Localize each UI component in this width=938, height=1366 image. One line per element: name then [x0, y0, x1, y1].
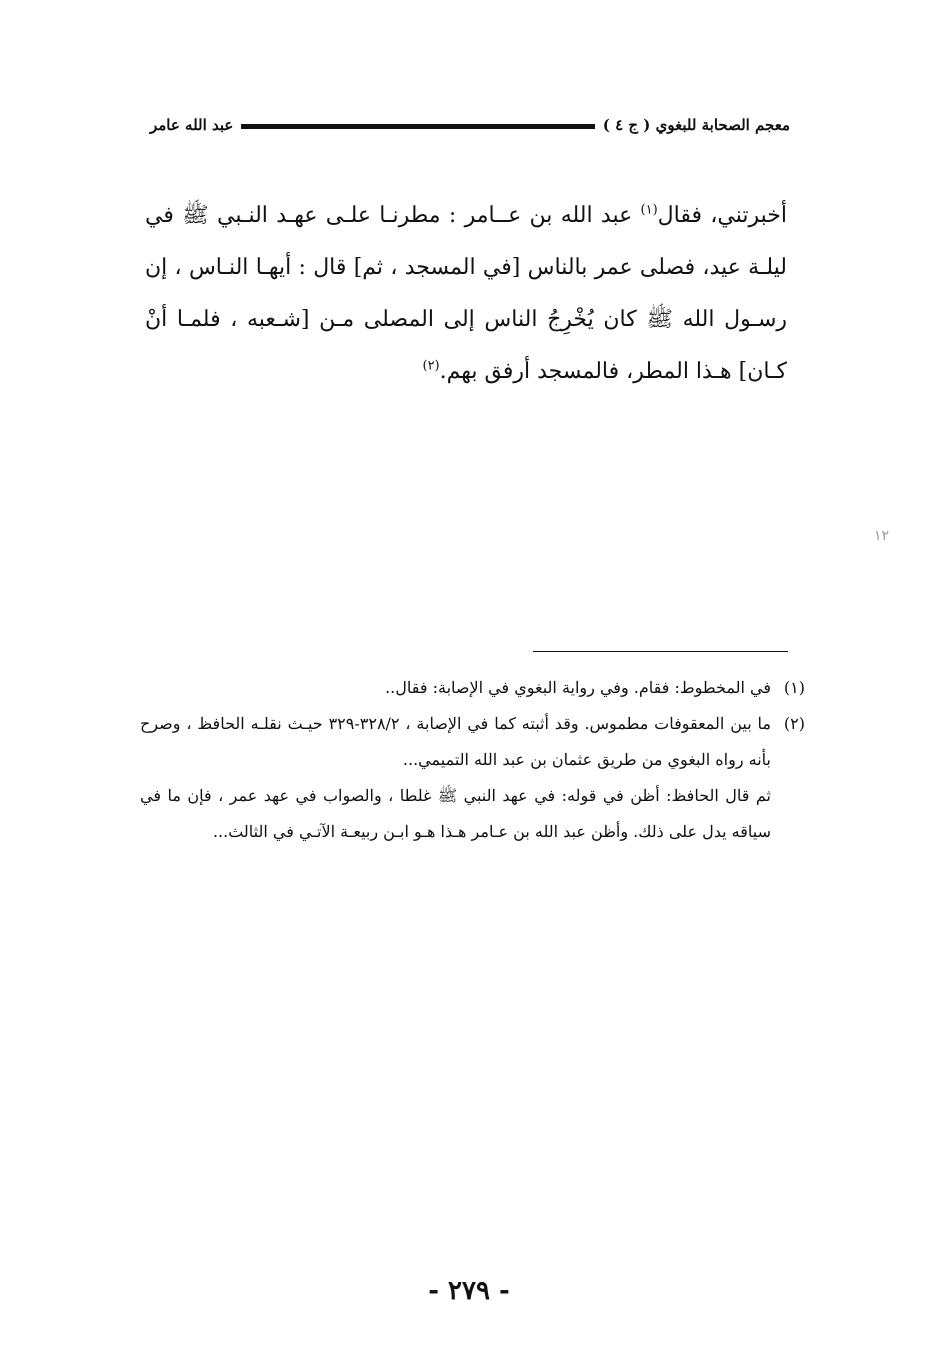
footnotes	[140, 670, 805, 850]
margin-annotation: ١٢	[874, 528, 890, 544]
book-title: معجم الصحابة للبغوي ( ج ٤ )	[602, 116, 790, 134]
footnote-2-continuation: ثم قال الحافظ: أظن في قوله: في عهد النبي ﷺ غلطا ، والصواب في عهد عمر ، فإن ما في سياقه يدل على ذلك. وأظن عبد الله بن عـامر هـذا هـو ابـن ربيعـة الآتـي في الثالث...	[140, 786, 771, 841]
main-paragraph	[145, 190, 787, 398]
page-number: - ٢٧٩ -	[428, 1276, 510, 1306]
footnote-number: (١)	[783, 678, 805, 697]
main-text	[145, 190, 787, 398]
header-rule	[241, 124, 594, 129]
footnote-ref-2: (٢)	[422, 358, 440, 374]
footnote-1	[140, 670, 805, 706]
section-name: عبد الله عامر	[150, 116, 234, 134]
paragraph-opening: أخبرتني، فقال	[657, 203, 788, 228]
footnote-text: ما بين المعقوفات مطموس. وقد أثبته كما في الإصابة ، ٣٢٨/٢-٣٢٩ حيـث نقلـه الحافظ ، وصرح بأنه رواه البغوي من طريق عثمان بن عبد الله التميمي...	[140, 714, 772, 769]
footnote-number: (٢)	[783, 714, 805, 733]
footnote-text: في المخطوط: فقام. وفي رواية البغوي في الإصابة: فقال..	[385, 678, 771, 697]
footnote-ref-1: (١)	[640, 202, 658, 218]
running-header	[150, 112, 790, 138]
footnote-2	[140, 706, 805, 778]
footnote-separator	[533, 651, 788, 652]
paragraph-text: عبد الله بن عــامر : مطرنـا علـى عهـد النـبي ﷺ في ليلـة عيد، فصلى عمر بالناس [في المسجد ، ثم] قال : أيهـا النـاس ، إن رسـول الله ﷺ كان يُخْرِجُ الناس إلى المصلى مـن [شـعبه ، فلمـا أنْ كـان] هـذا المطر، فالمسجد أرفق بهم.	[145, 203, 787, 384]
